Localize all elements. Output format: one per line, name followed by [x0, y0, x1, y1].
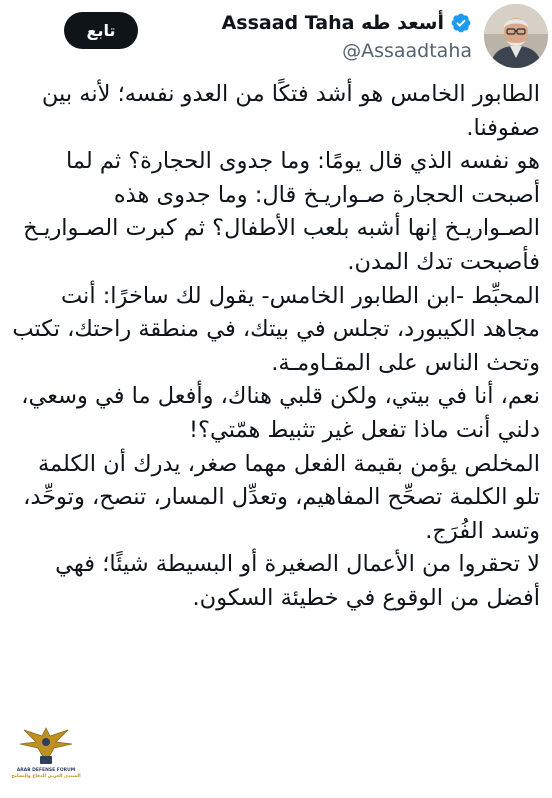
- tweet-text: [12, 78, 540, 616]
- tweet-paragraph: هو نفسه الذي قال يومًا: وما جدوى الحجارة؟ ثم لما أصبحت الحجارة صـواريـخ قال: وما جدوى هذه الصـواريـخ إنها أشبه بلعب الأطفال؟ ثم كبرت الصـواريـخ فأصبحت تدك المدن.: [23, 148, 540, 275]
- tweet-paragraph: المخلص يؤمن بقيمة الفعل مهما صغر، يدرك أن الكلمة تلو الكلمة تصحِّح المفاهيم، وتعدِّل المسار، تنصح، وتوحِّد، وتسد الفُرَج.: [23, 450, 540, 544]
- tweet-paragraph: الطابور الخامس هو أشد فتكًا من العدو نفسه؛ لأنه بين صفوفنا.: [41, 81, 540, 141]
- tweet-paragraph: لا تحقروا من الأعمال الصغيرة أو البسيطة شيئًا؛ فهي أفضل من الوقوع في خطيئة السكون.: [55, 551, 540, 611]
- tweet-paragraph: المحبِّط -ابن الطابور الخامس- يقول لك ساخرًا: أنت مجاهد الكيبورد، تجلس في بيتك، في منطقة راحتك، تكتب وتحث الناس على المقـاومـة.: [12, 282, 540, 376]
- forum-watermark: [0, 722, 92, 792]
- follow-button[interactable]: تابع: [64, 12, 138, 49]
- watermark-title: ARAB DEFENSE FORUM: [16, 768, 76, 773]
- author-display-name[interactable]: Assaad Taha أسعد طه: [221, 12, 444, 34]
- tweet-paragraph: نعم، أنا في بيتي، ولكن قلبي هناك، وأفعل ما في وسعي، دلني أنت ماذا تفعل غير تثبيط همّتي؟!: [21, 383, 540, 443]
- avatar-portrait-icon: [484, 4, 548, 68]
- tweet-header: [0, 0, 552, 78]
- watermark-subtitle: المنتدى العربي للدفاع والتسليح: [11, 774, 81, 779]
- eagle-logo-icon: [16, 722, 76, 768]
- avatar[interactable]: [484, 4, 548, 68]
- author-handle[interactable]: @Assaadtaha: [342, 40, 472, 62]
- author-name-row[interactable]: [222, 8, 472, 38]
- verified-badge-icon: [450, 12, 472, 34]
